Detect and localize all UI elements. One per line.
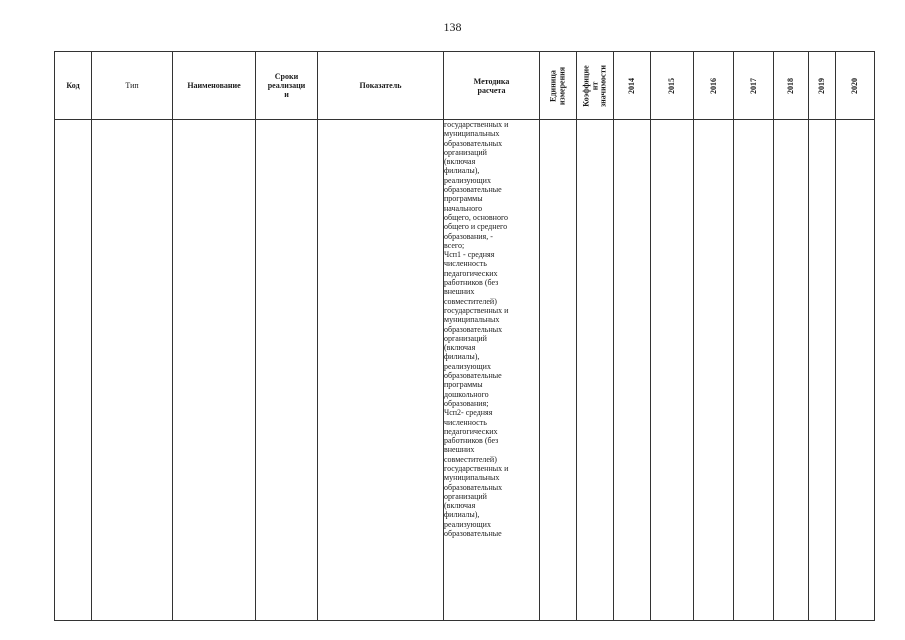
method-text-line: образования, - xyxy=(444,231,493,241)
cell-year-2016 xyxy=(694,120,734,621)
header-year-2016: 2016 xyxy=(694,52,734,120)
header-name: Наименование xyxy=(173,52,256,120)
method-text-line: образовательных xyxy=(444,482,503,492)
method-text-line: Чсп2- средняя xyxy=(444,408,493,418)
method-text-line: муниципальных xyxy=(444,129,500,139)
method-text-line: реализующих xyxy=(444,519,491,529)
method-text-line: филиалы), xyxy=(444,352,480,362)
method-text-line: численность xyxy=(444,259,487,269)
method-text xyxy=(444,120,539,538)
method-text-line: работников (без xyxy=(444,436,499,446)
header-code: Код xyxy=(55,52,92,120)
header-type: Тип xyxy=(92,52,173,120)
method-text-line: государственных и xyxy=(444,463,509,473)
cell-code xyxy=(55,120,92,621)
header-year-2020: 2020 xyxy=(836,52,875,120)
method-text-line: педагогических xyxy=(444,426,498,436)
method-text-line: образования; xyxy=(444,398,489,408)
header-indicator: Показатель xyxy=(318,52,444,120)
method-text-line: образовательные xyxy=(444,529,502,539)
method-text-line: совместителей) xyxy=(444,454,497,464)
cell-deadline xyxy=(256,120,318,621)
cell-year-2015 xyxy=(651,120,694,621)
method-text-line: (включая xyxy=(444,157,476,167)
header-coefficient: Коэффицие нт значимости xyxy=(577,52,614,120)
cell-year-2018 xyxy=(774,120,809,621)
method-text-line: реализующих xyxy=(444,361,491,371)
method-text-line: муниципальных xyxy=(444,315,500,325)
method-text-line: общего и среднего xyxy=(444,222,508,232)
cell-name xyxy=(173,120,256,621)
cell-coefficient xyxy=(577,120,614,621)
header-year-2017: 2017 xyxy=(734,52,774,120)
method-text-line: образовательные xyxy=(444,371,502,381)
method-text-line: филиалы), xyxy=(444,510,480,520)
cell-unit xyxy=(540,120,577,621)
method-text-line: Чсп1 - средняя xyxy=(444,250,495,260)
method-text-line: всего; xyxy=(444,240,465,250)
method-text-line: общего, основного xyxy=(444,212,509,222)
cell-year-2019 xyxy=(809,120,836,621)
method-text-line: дошкольного xyxy=(444,389,489,399)
method-text-line: организаций xyxy=(444,333,487,343)
method-text-line: образовательных xyxy=(444,324,503,334)
cell-indicator xyxy=(318,120,444,621)
method-text-line: образовательных xyxy=(444,138,503,148)
cell-year-2014 xyxy=(614,120,651,621)
header-method: Методика расчета xyxy=(444,52,540,120)
method-text-line: численность xyxy=(444,417,487,427)
method-text-line: реализующих xyxy=(444,175,491,185)
method-text-line: программы xyxy=(444,194,483,204)
method-text-line: работников (без xyxy=(444,278,499,288)
method-text-line: филиалы), xyxy=(444,166,480,176)
header-unit: Единица измерения xyxy=(540,52,577,120)
page-number: 138 xyxy=(443,20,462,34)
method-text-line: муниципальных xyxy=(444,473,500,483)
table-row xyxy=(55,120,875,621)
method-text-line: государственных и xyxy=(444,305,509,315)
cell-method xyxy=(444,120,540,621)
header-deadline: Сроки реализаци и xyxy=(256,52,318,120)
method-text-line: начального xyxy=(444,203,483,213)
cell-type xyxy=(92,120,173,621)
method-text-line: программы xyxy=(444,380,483,390)
method-text-line: (включая xyxy=(444,343,476,353)
method-text-line: государственных и xyxy=(444,120,509,129)
header-year-2015: 2015 xyxy=(651,52,694,120)
method-text-line: совместителей) xyxy=(444,296,497,306)
method-text-line: образовательные xyxy=(444,185,502,195)
header-year-2018: 2018 xyxy=(774,52,809,120)
header-row xyxy=(55,52,875,120)
header-year-2019: 2019 xyxy=(809,52,836,120)
indicators-table xyxy=(54,51,874,621)
method-text-line: внешних xyxy=(444,287,475,297)
header-year-2014: 2014 xyxy=(614,52,651,120)
method-text-line: педагогических xyxy=(444,268,498,278)
cell-year-2020 xyxy=(836,120,875,621)
cell-year-2017 xyxy=(734,120,774,621)
method-text-line: организаций xyxy=(444,491,487,501)
method-text-line: организаций xyxy=(444,147,487,157)
method-text-line: внешних xyxy=(444,445,475,455)
method-text-line: (включая xyxy=(444,501,476,511)
